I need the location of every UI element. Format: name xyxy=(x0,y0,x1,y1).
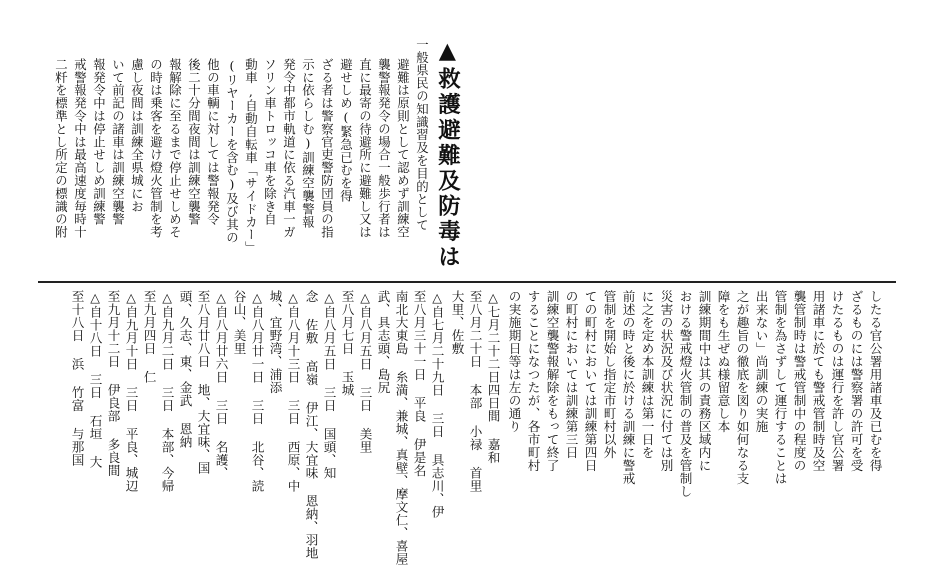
schedule-entry: 武、具志頭、島尻 xyxy=(375,290,391,394)
schedule-entry: △自十八日 三日 石垣 大 xyxy=(87,290,103,469)
text-column: 報発令中は停止せしめ訓練警 xyxy=(91,58,107,226)
text-column: 訓練期間中は其の責務区域内に xyxy=(696,290,712,472)
text-column: の町村においては訓練第三日 xyxy=(563,290,579,459)
text-column: 慮し夜間は訓練全県城にお xyxy=(129,58,145,213)
text-column: 避難は原則として認めず訓練空 xyxy=(395,58,411,239)
text-column: 前述の時と後に於ける訓練に警戒 xyxy=(620,290,636,485)
text-column: 動車,自動自転車「サイドカー」 xyxy=(243,58,259,255)
text-column: の実施期日等は左の通り xyxy=(506,290,522,433)
schedule-entry: 念 佐敷 高嶺 伊江、大宜味 恩納、羽地 xyxy=(303,290,319,560)
schedule-entry: 頭、久志、東、金武 恩納 xyxy=(177,290,193,449)
text-column: ざる者は警察官吏警防団員の指 xyxy=(319,58,335,239)
schedule-entry: △自八月十三日 三日 西原、中 xyxy=(285,290,301,493)
text-column: 管制を開始し指定市町村以外 xyxy=(601,290,617,459)
schedule-entry: 城、宜野湾、浦添 xyxy=(267,290,283,394)
text-column: 一般県民の知識習及を目的として xyxy=(414,38,430,232)
text-column: (リヤーカーを含む)及び其の xyxy=(224,58,240,244)
text-column: 報解除に至るまで停止せしめそ xyxy=(167,58,183,239)
text-column: ざるものには警察署の許可を受 xyxy=(848,290,864,472)
text-column: 訓練空襲警報解除をもって終了 xyxy=(544,290,560,472)
text-column: 管制を為さずして運行することは xyxy=(772,290,788,485)
text-column: 戒警報発令中は最高速度毎時十 xyxy=(72,58,88,239)
text-column: 災害の状況及び状況に付ては別 xyxy=(658,290,674,472)
schedule-entry: △自九月二日 三日 本部、今帰 xyxy=(159,290,175,493)
text-column: おける警戒燈火管制の普及を管制し xyxy=(677,290,693,498)
schedule-entry: △自七月二十九日 三日 具志川、伊 xyxy=(429,290,445,519)
text-column: ての町村においては訓練第四日 xyxy=(582,290,598,472)
text-column: いて前記の諸車は訓練空襲警 xyxy=(110,58,126,226)
schedule-entry: △自八月廿一日 三日 北谷、読 xyxy=(249,290,265,493)
schedule-entry: 至十八日 浜 竹富 与那国 xyxy=(69,290,85,467)
section-divider xyxy=(38,281,896,283)
schedule-entry: 至九月四日 仁 xyxy=(141,290,157,384)
text-column: 之が趣旨の徹底を図り如何なる支 xyxy=(734,290,750,485)
text-column: 障をも生ぜぬ様留意し本 xyxy=(715,290,731,433)
schedule-entry: 至九月十二日 伊良部 多良間 xyxy=(105,290,121,477)
text-column: 示に依らしむ)訓練空襲警報 xyxy=(300,58,316,229)
schedule-entry: △七月二十二日四日間 嘉和 xyxy=(485,290,501,464)
text-column: けたるものは運行を許し官公署 xyxy=(829,290,845,472)
text-column: に之を定め本訓練は第一日を xyxy=(639,290,655,459)
schedule-entry: 谷山、美里 xyxy=(231,290,247,355)
text-column: 発令中都市軌道に依る汽車一ガ xyxy=(281,58,297,239)
text-column: 他の車輌に対しては警報発令 xyxy=(205,58,221,226)
text-column: の時は乗客を避け燈火管制を考 xyxy=(148,58,164,239)
schedule-entry: △自八月五日 三日 国頭、知 xyxy=(321,290,337,480)
schedule-entry: 至八月七日 玉城 xyxy=(339,290,355,397)
text-column: 二粁を標準とし所定の標識の附 xyxy=(53,58,69,239)
schedule-entry: 至八月廿八日 地、大宜味、国 xyxy=(195,290,211,475)
text-column: 後二十分間夜間は訓練空襲警 xyxy=(186,58,202,226)
text-column: したる官公署用諸車及已むを得 xyxy=(867,290,883,472)
schedule-entry: 至八月三十一日 平良 伊是名 xyxy=(411,290,427,477)
text-column: 避せしめ(緊急已むを得 xyxy=(338,58,354,203)
schedule-entry: △自九月十日 三日 平良、城辺 xyxy=(123,290,139,493)
article-headline: ▲救護避難及防毒は xyxy=(434,38,461,271)
text-column: することになつたが、各市町村 xyxy=(525,290,541,472)
schedule-entry: △自八月廿六日 三日 名護、 xyxy=(213,290,229,480)
text-column: 襲警報発令の場合一般歩行者は xyxy=(376,58,392,239)
schedule-entry: 至八月二十日 本部 小禄 首里 xyxy=(467,290,483,493)
text-column: ソリン車トロッコ車を除き自 xyxy=(262,58,278,226)
schedule-entry: △自八月五日 三日 美里 xyxy=(357,290,373,454)
text-column: 用諸車に於ても警戒管制時及空 xyxy=(810,290,826,472)
text-column: 直に最寄の待避所に避難し又は xyxy=(357,58,373,239)
schedule-entry: 大里、佐敷 xyxy=(449,290,465,355)
text-column: 襲管制時は警戒管制中の程度の xyxy=(791,290,807,472)
schedule-entry: 南北大東島 糸満、兼城、真壁、摩文仁、喜屋 xyxy=(393,290,409,566)
text-column: 出来ない」尚訓練の実施 xyxy=(753,290,769,433)
